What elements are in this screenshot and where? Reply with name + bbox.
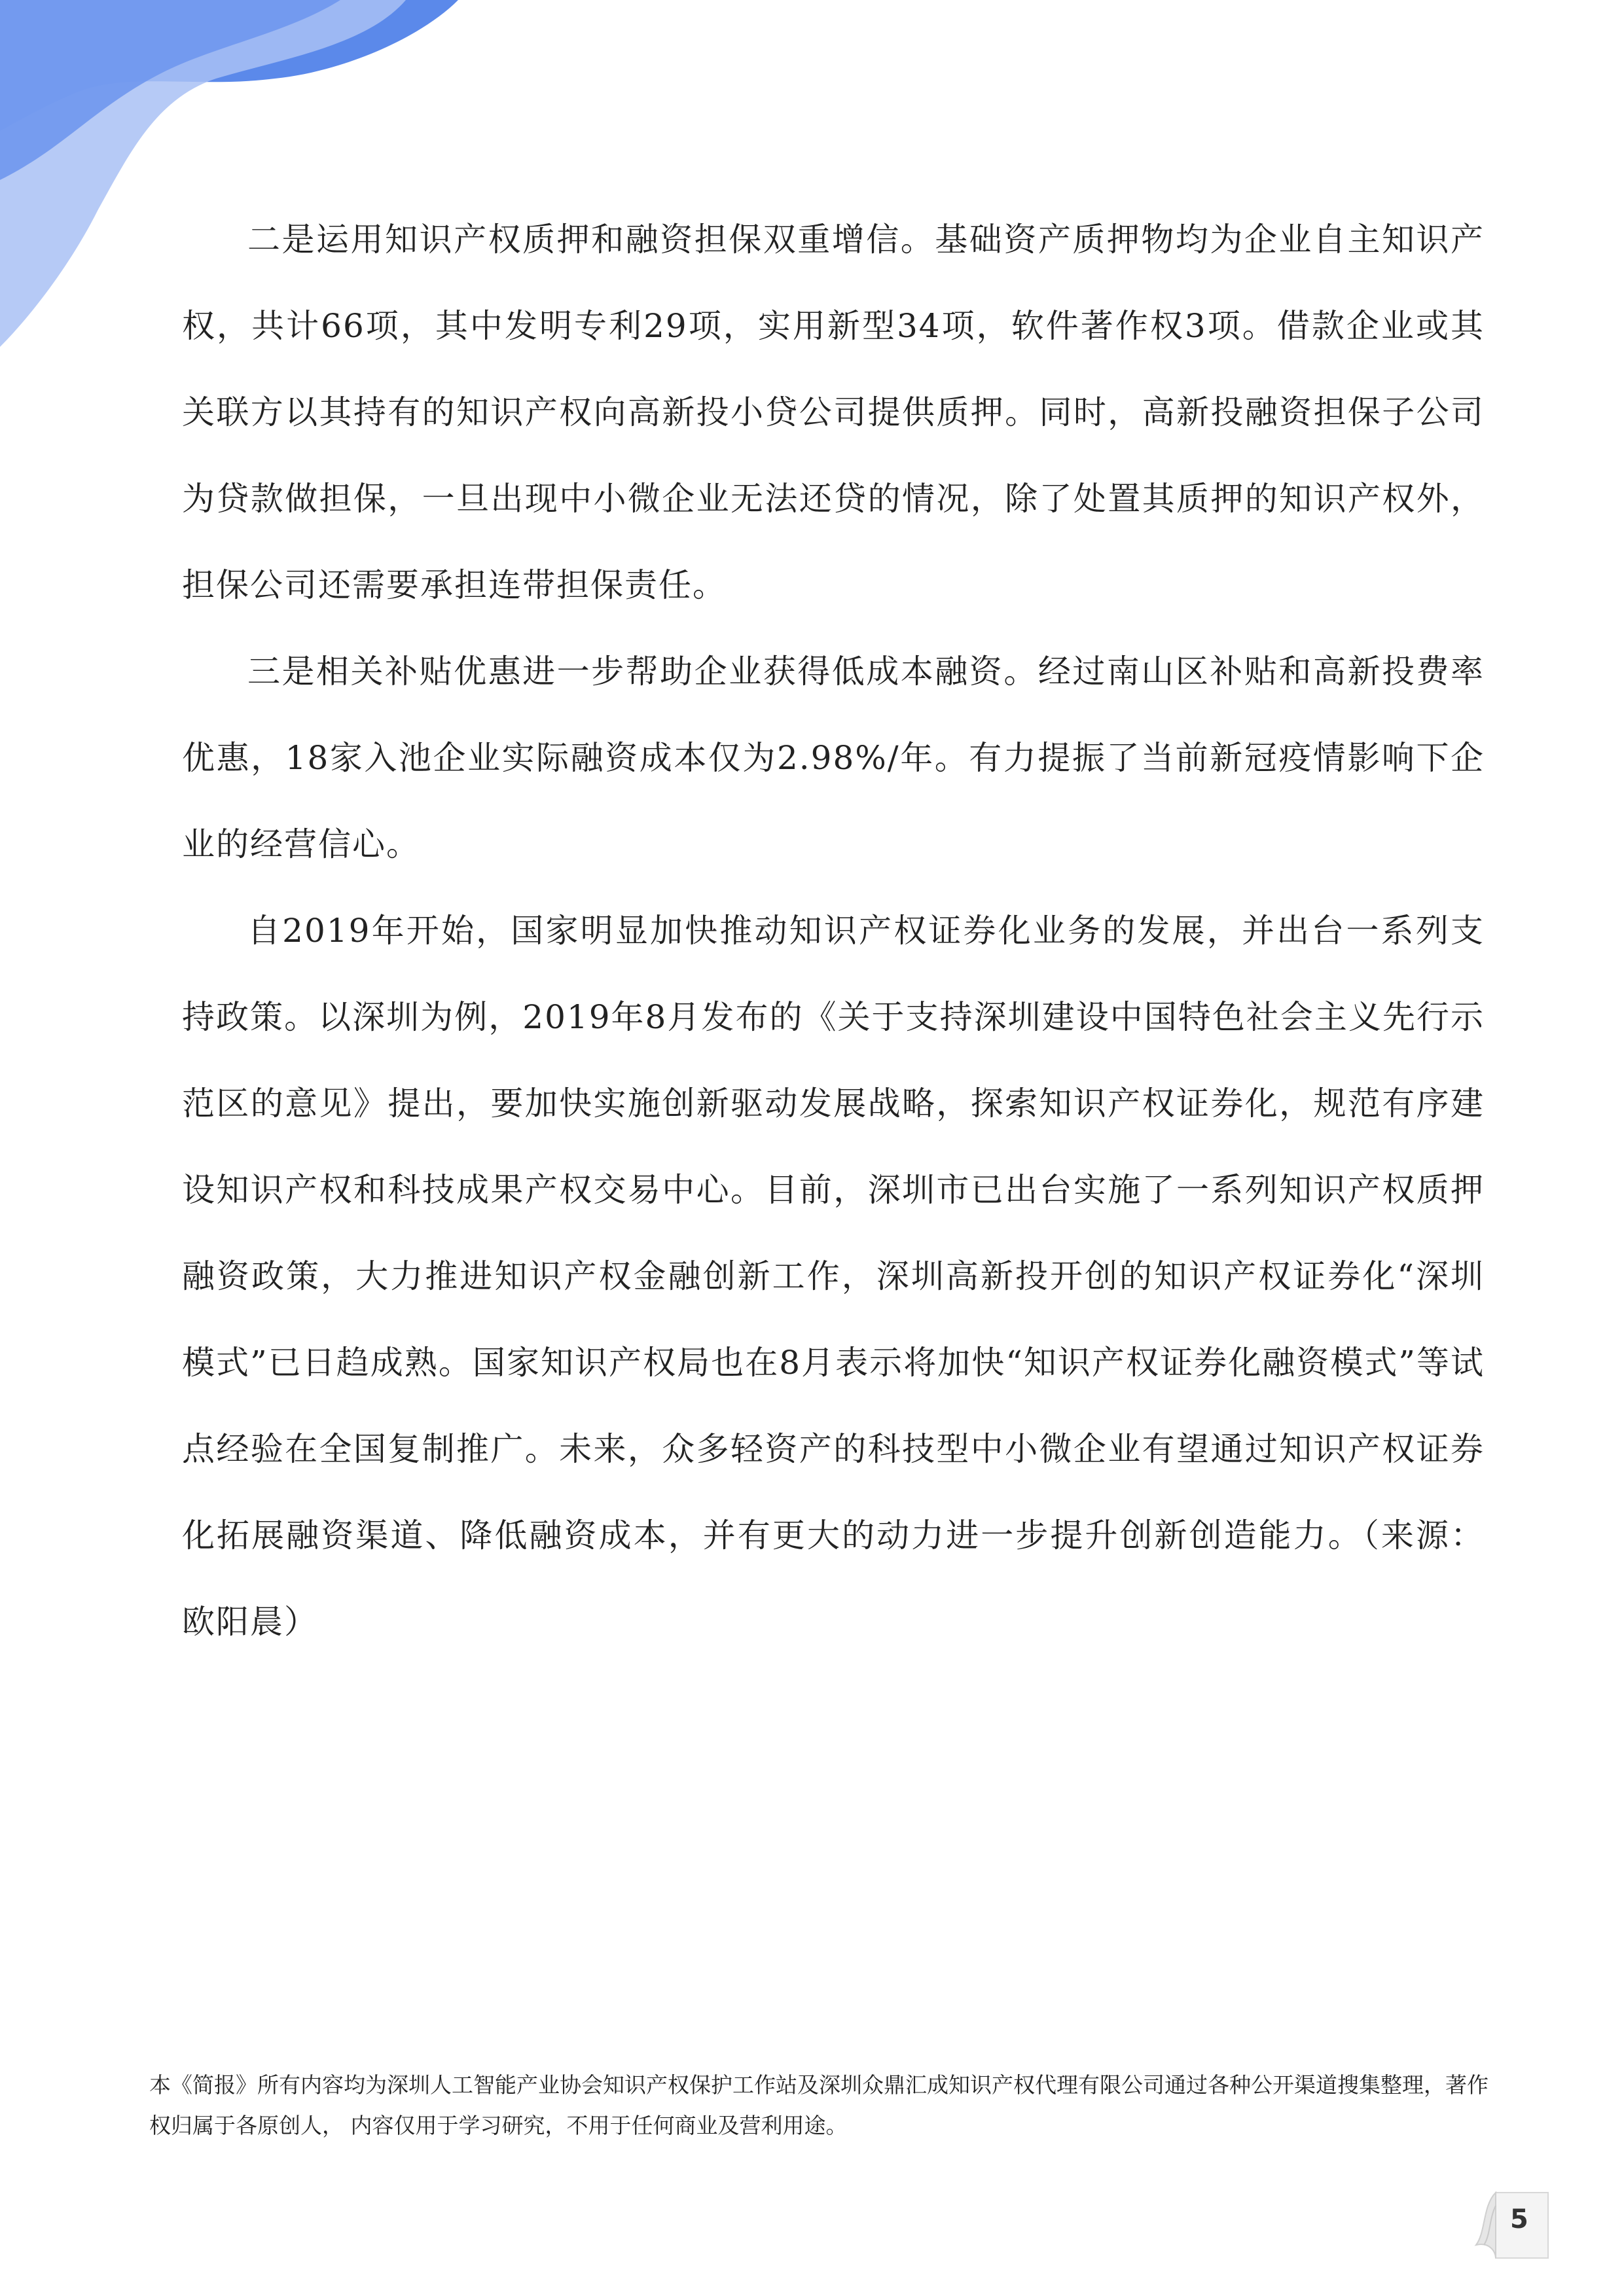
copyright-footer-note: 本《简报》所有内容均为深圳人工智能产业协会知识产权保护工作站及深圳众鼎汇成知识产权代理有限公司通过各种公开渠道搜集整理，著作权归属于各原创人， 内容仅用于学习研究，不用于任何商业及营利用途。 [149,2072,1489,2138]
paragraph: 二是运用知识产权质押和融资担保双重增信。基础资产质押物均为企业自主知识产权，共计66项，其中发明专利29项，实用新型34项，软件著作权3项。借款企业或其关联方以其持有的知识产权向高新投小贷公司提供质押。同时，高新投融资担保子公司为贷款做担保，一旦出现中小微企业无法还贷的情况，除了处置其质押的知识产权外，担保公司还需要承担连带担保责任。 [182,221,1485,604]
paragraph: 三是相关补贴优惠进一步帮助企业获得低成本融资。经过南山区补贴和高新投费率优惠，18家入池企业实际融资成本仅为2.98%/年。有力提振了当前新冠疫情影响下企业的经营信心。 [182,653,1485,863]
article-body [182,196,1485,1665]
paragraph: 自2019年开始，国家明显加快推动知识产权证券化业务的发展，并出台一系列支持政策。以深圳为例，2019年8月发布的《关于支持深圳建设中国特色社会主义先行示范区的意见》提出，要加快实施创新驱动发展战略，探索知识产权证券化，规范有序建设知识产权和科技成果产权交易中心。目前，深圳市已出台实施了一系列知识产权质押融资政策，大力推进知识产权金融创新工作，深圳高新投开创的知识产权证券化“深圳模式”已日趋成熟。国家知识产权局也在8月表示将加快“知识产权证券化融资模式”等试点经验在全国复制推广。未来，众多轻资产的科技型中小微企业有望通过知识产权证券化拓展融资渠道、降低融资成本，并有更大的动力进一步提升创新创造能力。（来源：欧阳晨） [182,912,1485,1641]
page-number-badge [1470,2179,1555,2271]
page-number: 5 [1510,2204,1528,2234]
